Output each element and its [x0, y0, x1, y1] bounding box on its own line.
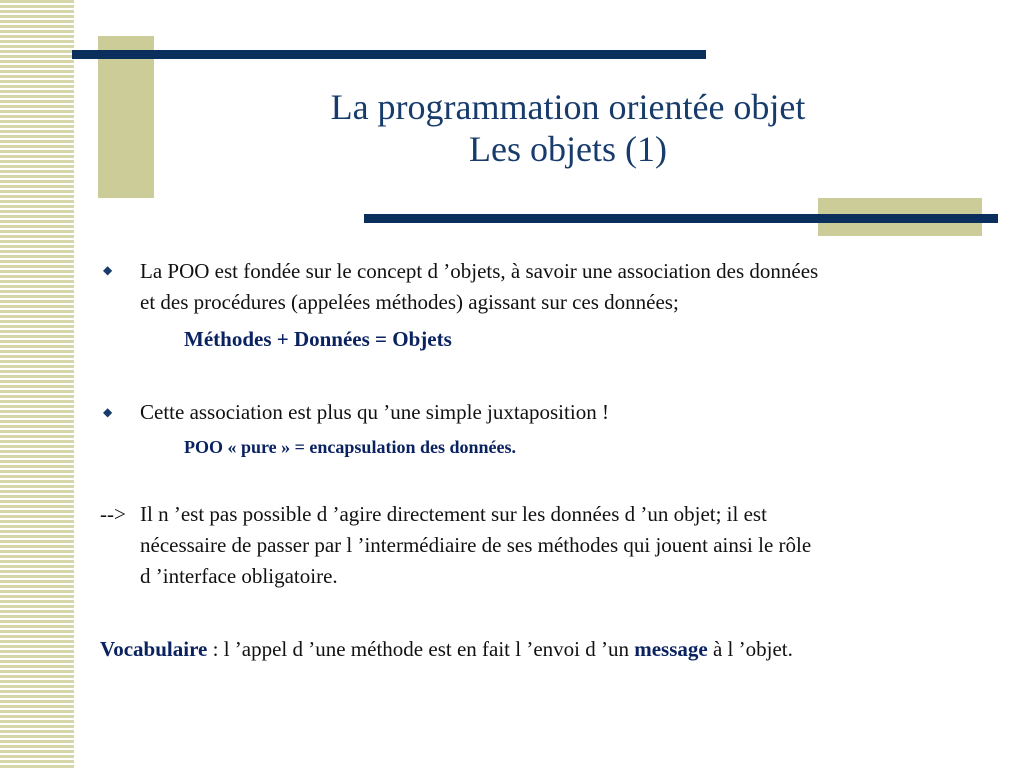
arrow-para-line-3: d ’interface obligatoire. [140, 564, 338, 588]
diamond-bullet-icon: ◆ [103, 263, 113, 277]
slide-title [180, 86, 956, 170]
bullet-2-subtext: POO « pure » = encapsulation des données. [184, 437, 516, 457]
vocabulary-text-1: : l ’appel d ’une méthode est en fait l ’envoi d ’un [207, 637, 635, 661]
title-decor-tan-block-left [98, 36, 154, 198]
title-line-2: Les objets (1) [469, 129, 667, 169]
bullet-1-line-1: La POO est fondée sur le concept d ’objets, à savoir une association des données [140, 259, 819, 283]
vocabulary-label: Vocabulaire [100, 637, 208, 661]
vocabulary-keyword: message [634, 637, 708, 661]
diamond-bullet-icon: ◆ [103, 405, 113, 419]
vocabulary-line [100, 634, 793, 664]
bullet-2-line-1: Cette association est plus qu ’une simple juxtaposition ! [140, 400, 609, 424]
arrow-marker: --> [100, 502, 126, 526]
bullet-1-subtext: Méthodes + Données = Objets [184, 327, 452, 351]
arrow-para-line-2: nécessaire de passer par l ’intermédiaire de ses méthodes qui jouent ainsi le rôle [140, 533, 812, 557]
vocabulary-text-2: à l ’objet. [707, 637, 793, 661]
striped-left-border [0, 0, 74, 768]
arrow-para-line-1: Il n ’est pas possible d ’agire directement sur les données d ’un objet; il est [140, 502, 767, 526]
title-decor-navy-bar-top [72, 50, 706, 59]
title-line-1: La programmation orientée objet [330, 87, 806, 127]
bullet-1-line-2: et des procédures (appelées méthodes) agissant sur ces données; [140, 290, 679, 314]
title-decor-navy-bar-bottom [364, 214, 998, 223]
